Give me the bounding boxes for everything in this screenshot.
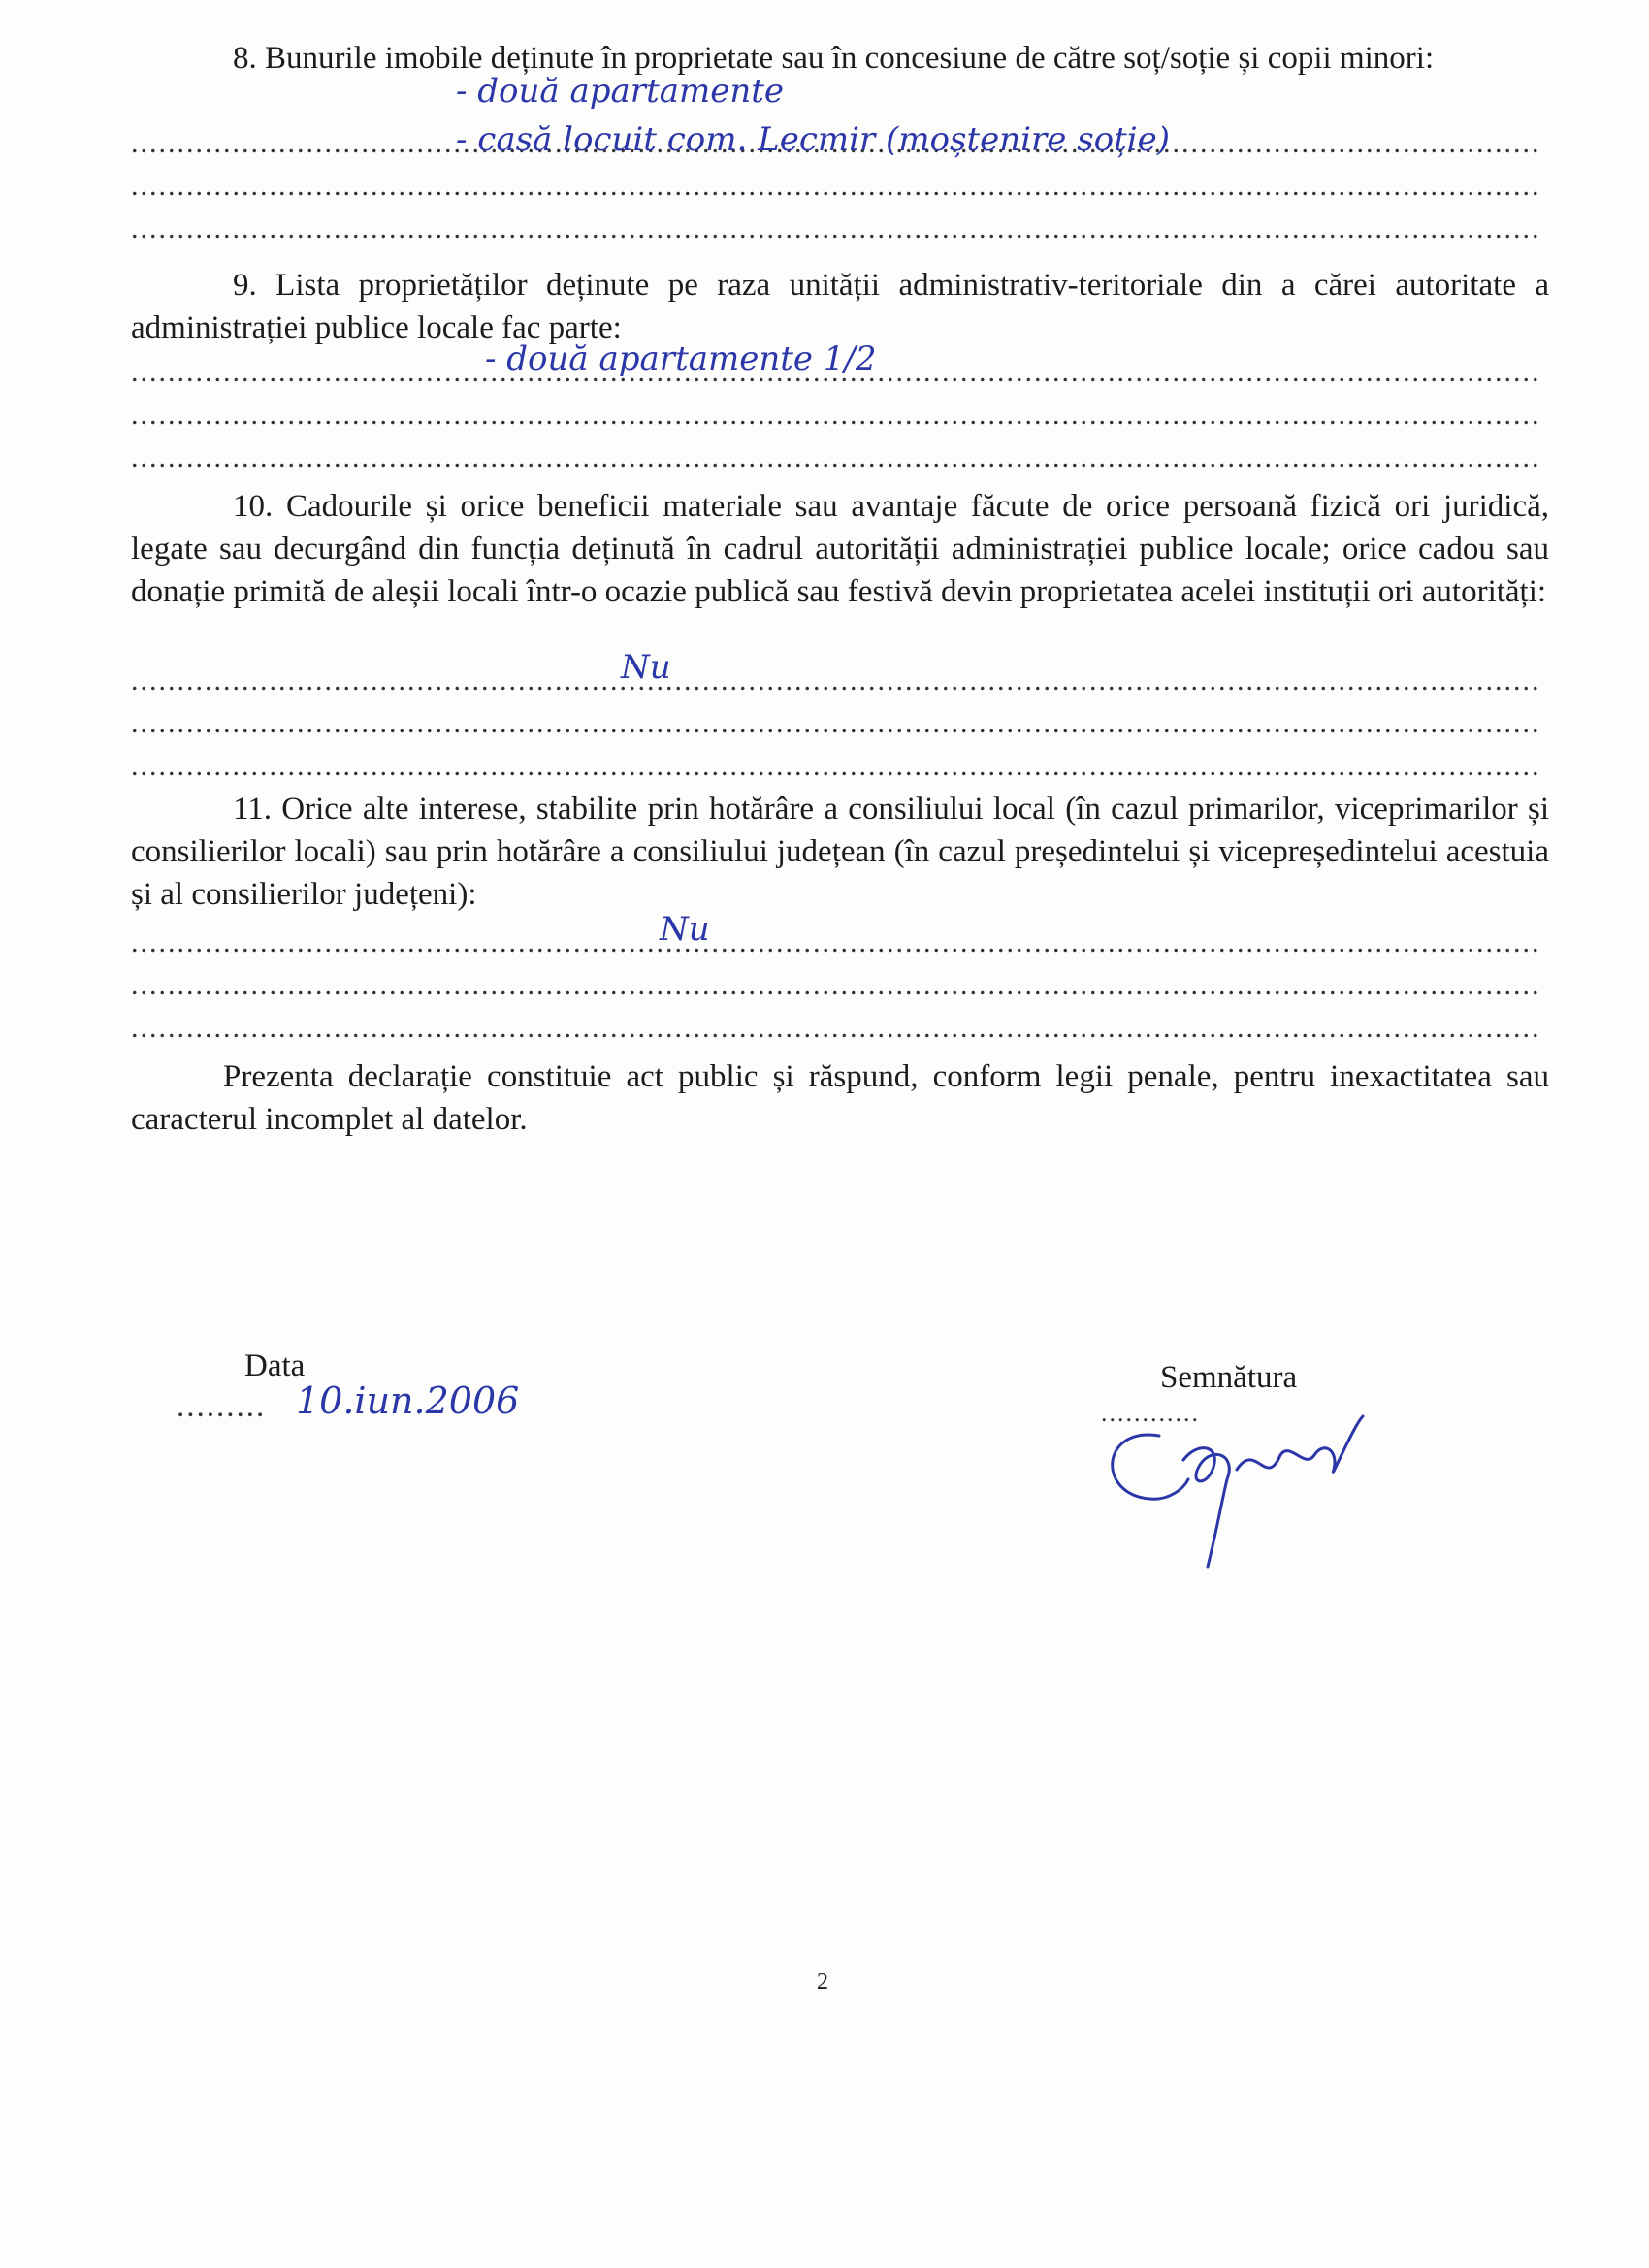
fill-line — [131, 702, 1537, 745]
closing-statement — [131, 1055, 1549, 1141]
fill-line — [131, 165, 1537, 208]
fill-line — [131, 1007, 1537, 1050]
fill-line — [131, 660, 1537, 702]
section-11-number: 11. — [233, 792, 273, 826]
fill-line — [131, 745, 1537, 788]
page-number: 2 — [817, 1969, 828, 1994]
fill-line — [131, 964, 1537, 1007]
section-9-number: 9. — [233, 268, 257, 303]
section-8-text — [131, 37, 1549, 80]
section-10-body: Cadourile și orice beneficii materiale sau avantaje făcute de orice persoană fizică ori juridică, legate sau decurgând din funcția deținută în cadrul autorității administrației publice locale; orice cadou sau donație primită de aleșii locali într-o ocazie publică sau festivă devin proprietatea acelei instituții ori autorități: — [131, 489, 1549, 609]
svg-text:............: ............ — [1101, 1402, 1200, 1427]
handwritten-entry: Nu — [660, 910, 710, 949]
section-10-number: 10. — [233, 489, 274, 524]
section-8-number: 8. — [233, 41, 257, 76]
section-10-text — [131, 485, 1549, 613]
date-dots: ......... — [177, 1389, 267, 1424]
handwritten-entry: - două apartamente 1/2 — [485, 340, 877, 378]
closing-text: Prezenta declarație constituie act public și răspund, conform legii penale, pentru inexactitatea sau caracterul incomplet al datelor. — [131, 1059, 1549, 1137]
section-9-text — [131, 264, 1549, 349]
date-label: Data — [244, 1348, 306, 1383]
date-value: 10.iun.2006 — [296, 1379, 520, 1422]
signature-mark — [1091, 1402, 1382, 1576]
fill-line — [131, 394, 1537, 437]
signature — [1091, 1402, 1382, 1581]
section-11-body: Orice alte interese, stabilite prin hotărâre a consiliului local (în cazul primarilor, viceprimarilor și consilierilor locali) sau prin hotărâre a consiliului județean (în cazul președintelui și vicepreședintelui acestuia și al consilierilor județeni): — [131, 792, 1550, 912]
fill-line — [131, 208, 1537, 250]
section-9-body: Lista proprietăților deținute pe raza unității administrativ-teritoriale din a cărei autoritate a administrației publice locale fac parte: — [131, 268, 1550, 345]
signature-label: Semnătura — [1160, 1360, 1298, 1395]
handwritten-entry: - casă locuit com. Lecmir (moștenire soție) — [456, 120, 1171, 159]
section-8-body: Bunurile imobile deținute în proprietate sau în concesiune de către soț/soție și copii minori: — [265, 41, 1435, 76]
handwritten-entry: Nu — [621, 648, 671, 687]
handwritten-entry: - două apartamente — [456, 72, 785, 111]
section-11-text — [131, 788, 1549, 916]
fill-line — [131, 922, 1537, 964]
fill-line — [131, 437, 1537, 479]
